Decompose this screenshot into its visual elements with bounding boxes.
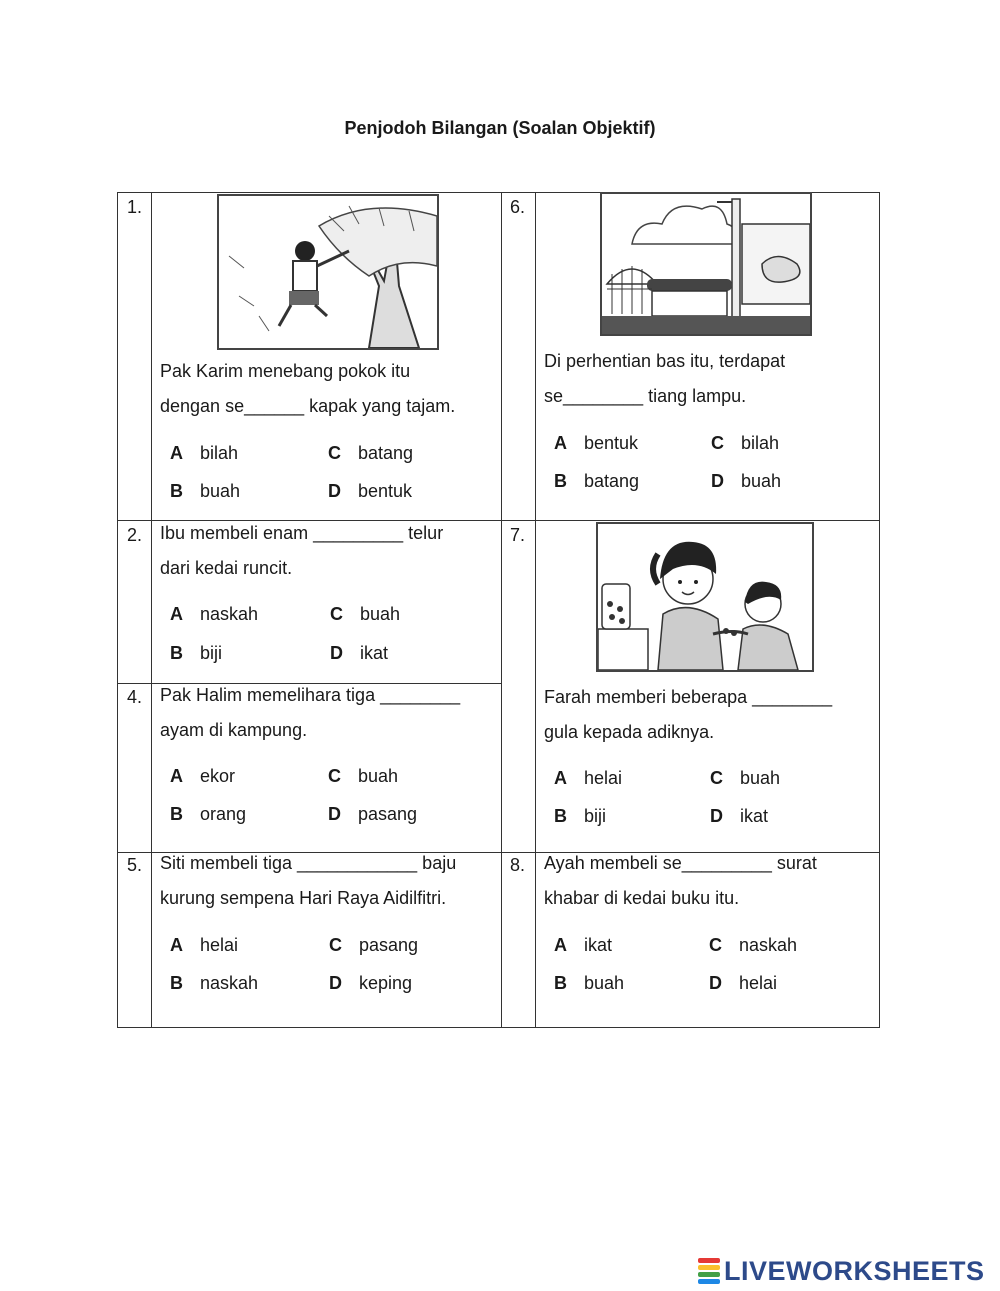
bus-stop-image [600,192,812,336]
question-number: 5. [127,855,143,875]
page-title: Penjodoh Bilangan (Soalan Objektif) [344,118,656,138]
option-a[interactable]: A bilah [170,443,239,463]
option-c[interactable]: C naskah [709,935,798,955]
question-text-line: dengan se______ kapak yang tajam. [160,396,456,416]
option-c[interactable]: C bilah [711,433,780,453]
question-text-line: Ayah membeli se_________ surat [544,853,817,873]
option-a[interactable]: A ikat [554,935,613,955]
boy-climbing-tree-image [217,194,439,350]
option-c[interactable]: C buah [330,604,401,624]
question-text-line: ayam di kampung. [160,720,308,740]
option-d[interactable]: D buah [711,471,782,491]
option-b[interactable]: B buah [554,973,625,993]
option-d[interactable]: D ikat [710,806,769,826]
question-number: 8. [510,855,526,875]
option-b[interactable]: B batang [554,471,640,491]
option-c[interactable]: C batang [328,443,414,463]
option-b[interactable]: B naskah [170,973,259,993]
girl-giving-candy-image [596,522,814,672]
liveworksheets-logo[interactable] [698,1254,985,1288]
question-text-line: Farah memberi beberapa ________ [544,687,833,707]
question-number: 7. [510,525,526,545]
question-text-line: Pak Halim memelihara tiga ________ [160,685,461,705]
option-a[interactable]: A ekor [170,766,236,786]
question-text-line: khabar di kedai buku itu. [544,888,740,908]
question-number: 4. [127,687,143,707]
question-number: 6. [510,197,526,217]
option-a[interactable]: A naskah [170,604,259,624]
option-a[interactable]: A bentuk [554,433,639,453]
question-text-line: kurung sempena Hari Raya Aidilfitri. [160,888,447,908]
option-c[interactable]: C buah [328,766,399,786]
question-text-line: se________ tiang lampu. [544,386,747,406]
option-b[interactable]: B orang [170,804,247,824]
question-text-line: Pak Karim menebang pokok itu [160,361,411,381]
option-d[interactable]: D pasang [328,804,418,824]
question-text-line: Siti membeli tiga ____________ baju [160,853,457,873]
question-text-line: gula kepada adiknya. [544,722,715,742]
question-text-line: Di perhentian bas itu, terdapat [544,351,786,371]
option-d[interactable]: D bentuk [328,481,413,501]
brand-name: LIVEWORKSHEETS [724,1255,985,1286]
question-text-line: Ibu membeli enam _________ telur [160,523,444,543]
question-text-line: dari kedai runcit. [160,558,293,578]
liveworksheets-logo-icon [698,1258,720,1284]
option-c[interactable]: C pasang [329,935,419,955]
option-c[interactable]: C buah [710,768,781,788]
option-b[interactable]: B buah [170,481,241,501]
question-number: 1. [127,197,143,217]
option-d[interactable]: D keping [329,973,413,993]
option-a[interactable]: A helai [554,768,623,788]
option-b[interactable]: B biji [170,643,223,663]
question-number: 2. [127,525,143,545]
option-d[interactable]: D helai [709,973,778,993]
option-d[interactable]: D ikat [330,643,389,663]
option-b[interactable]: B biji [554,806,607,826]
option-a[interactable]: A helai [170,935,239,955]
